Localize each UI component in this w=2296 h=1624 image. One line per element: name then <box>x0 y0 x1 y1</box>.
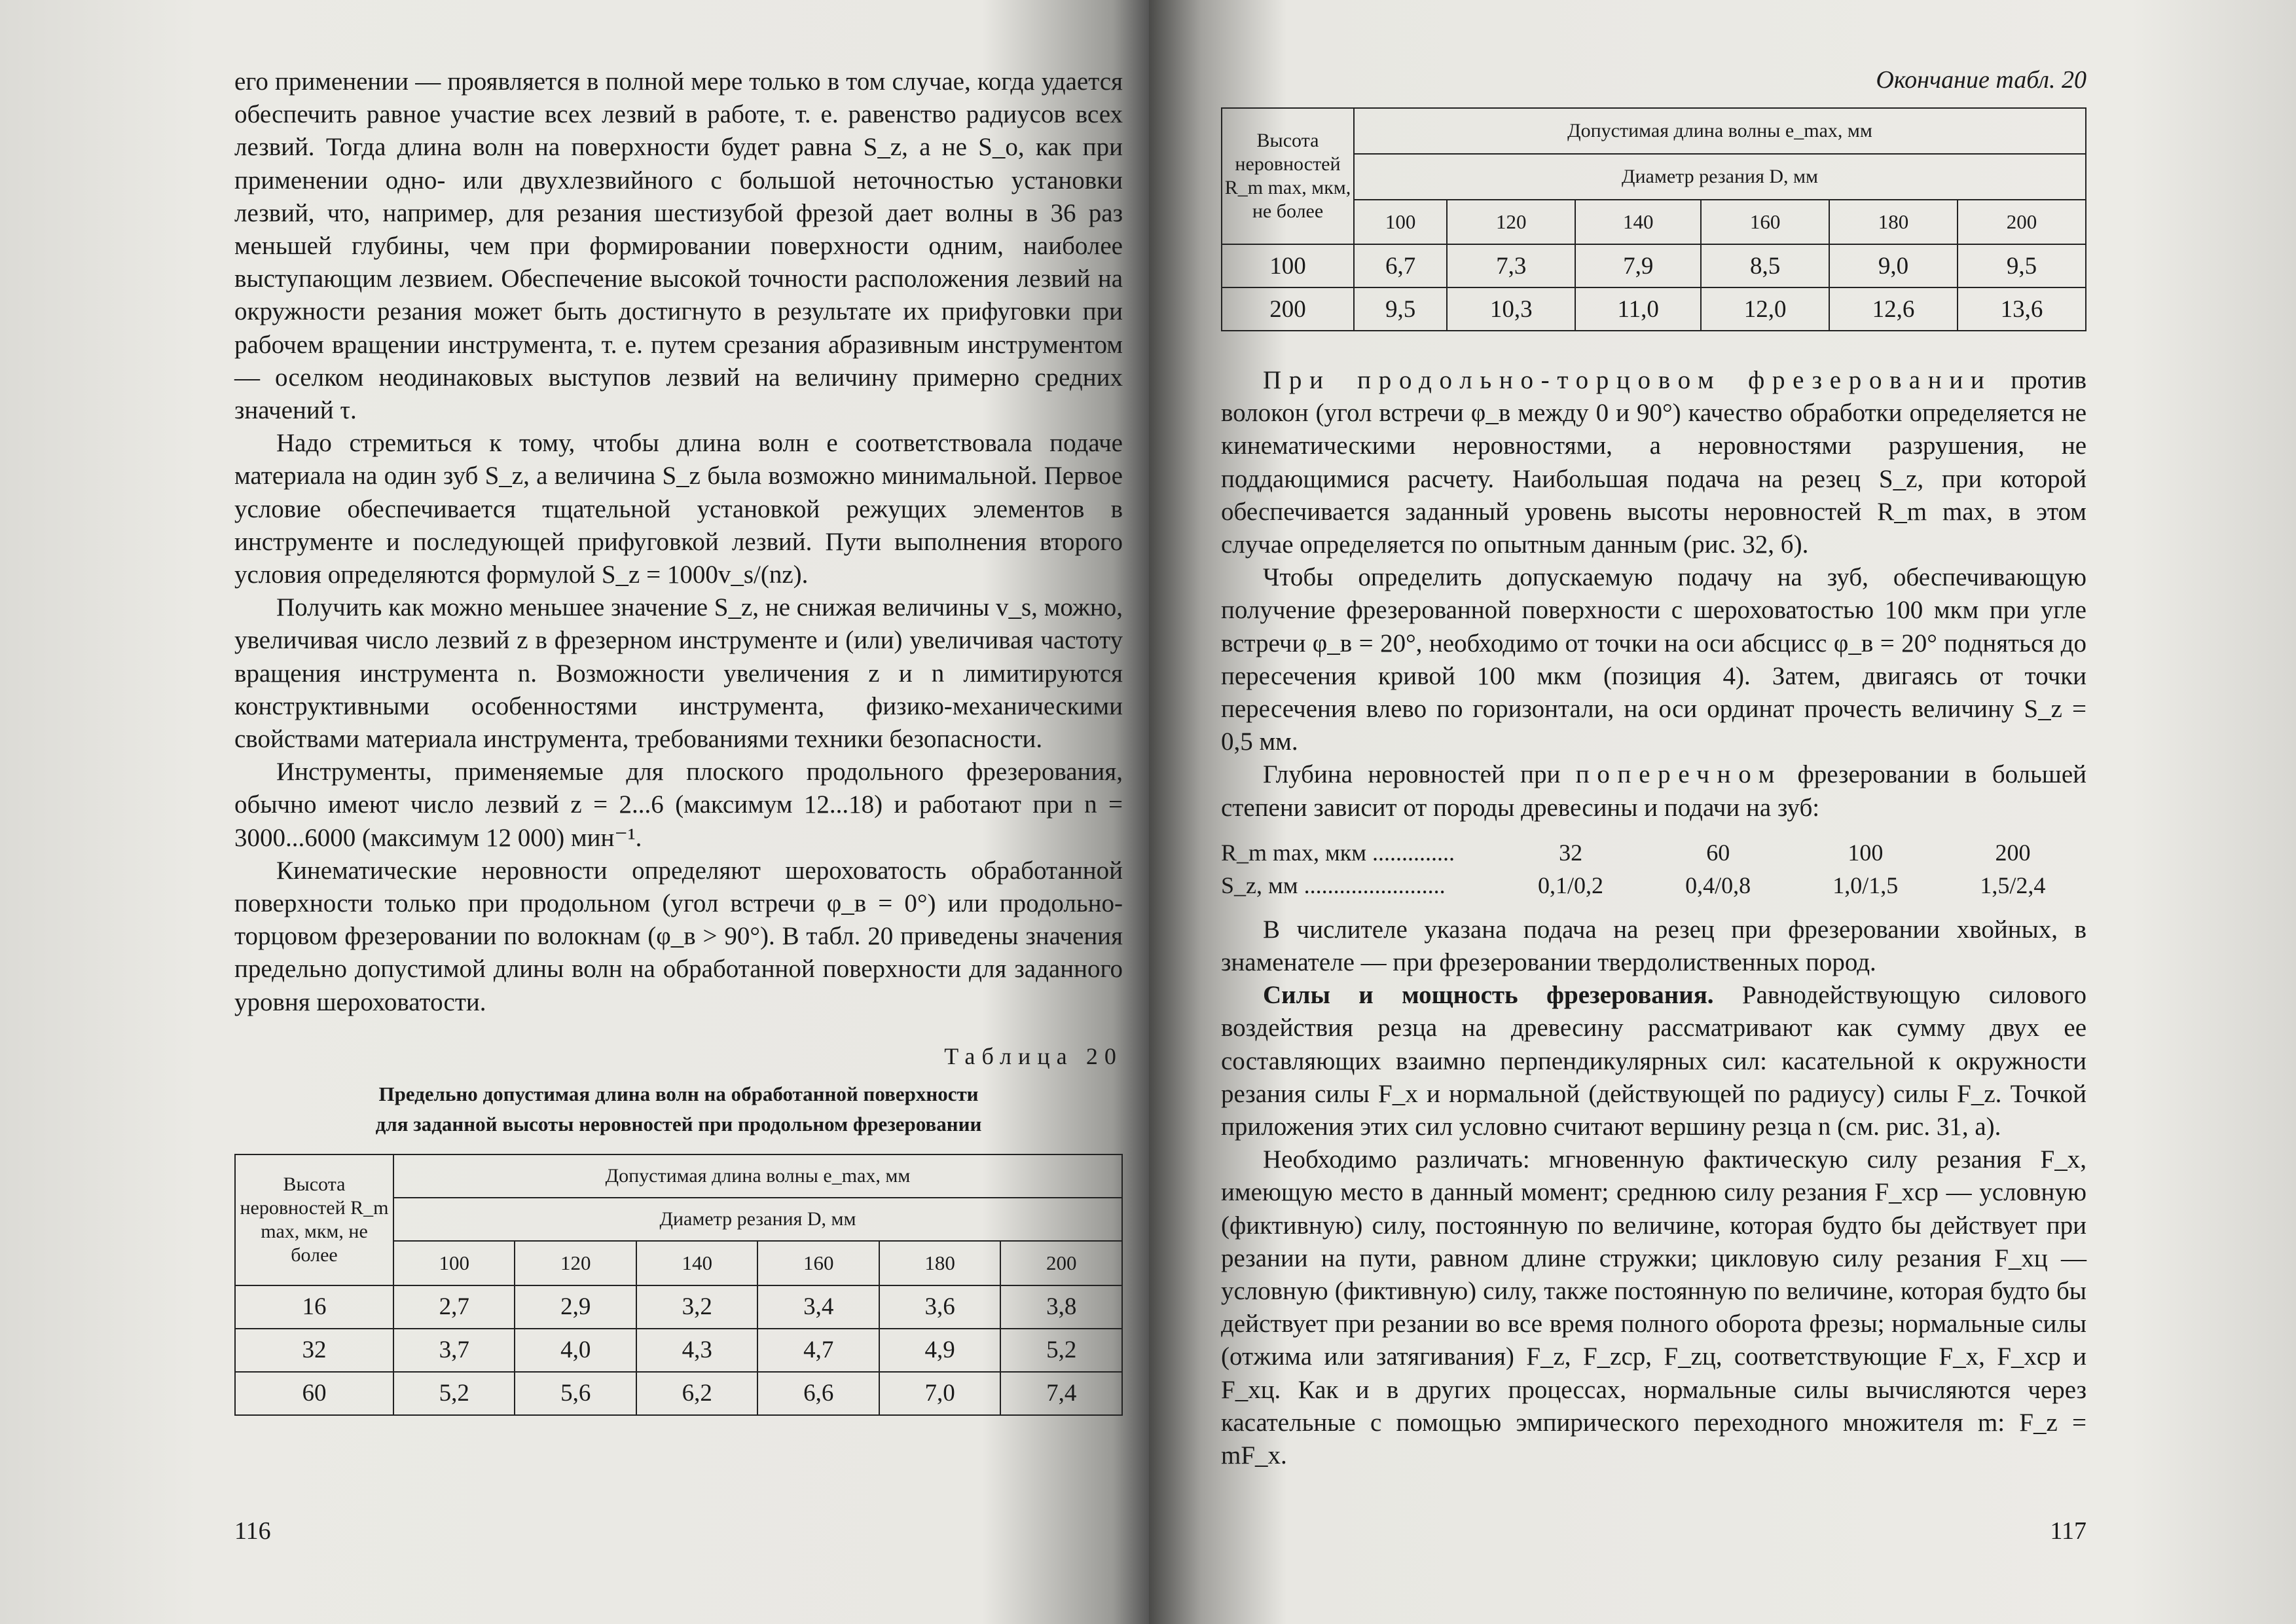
table-row <box>1222 287 2086 331</box>
table-cell: 6,6 <box>757 1372 879 1415</box>
feed-table-label: S_z, мм ........................ <box>1221 872 1446 898</box>
table-row <box>1222 244 2086 287</box>
table-cell: 6,7 <box>1354 244 1447 287</box>
feed-table-row-rmax <box>1221 836 2086 869</box>
table-cell: 3,2 <box>636 1285 757 1329</box>
table-title-line-2: для заданной высоты неровностей при продольном фрезеровании <box>375 1112 982 1135</box>
table-cell: 7,9 <box>1575 244 1701 287</box>
table-cell: 4,9 <box>879 1329 1000 1372</box>
feed-table-value: 100 <box>1848 839 1884 866</box>
table-title-line-1: Предельно допустимая длина волн на обработанной поверхности <box>378 1082 979 1105</box>
left-paragraph-4: Инструменты, применяемые для плоского продольного фрезерования, обычно имеют число лезвий z = 2...6 (максимум 12...18) и работают при n = 3000...6000 (максимум 12 000) мин⁻¹. <box>234 758 1123 852</box>
table-cell: 13,6 <box>1958 287 2086 331</box>
table-cell: 6,2 <box>636 1372 757 1415</box>
feed-table-value: 32 <box>1559 839 1583 866</box>
table-cell: 3,8 <box>1000 1285 1122 1329</box>
feed-table-value: 0,4/0,8 <box>1685 872 1751 898</box>
left-paragraph-5: Кинематические неровности определяют шероховатость обработанной поверхности только при продольном (угол встречи φ_в = 0°) или продольно-торцовом фрезеровании по волокнам (φ_в > 90°). В табл. 20 приведены значения предельно допустимой длины волн на обработанной поверхности для заданного уровня шероховатости. <box>234 856 1123 1016</box>
table-diameter: 200 <box>1000 1241 1122 1285</box>
emphasis-spaced: При продольно-торцовом фрезеровании <box>1263 366 1992 394</box>
right-paragraph-1: При продольно-торцовом фрезеровании против волокон (угол встречи φ_в между 0 и 90°) качество обработки определяется не кинематическими неровностями, а неровностями разрушения, не поддающимися расчету. Наибольшая подача на резец S_z, при которой обеспечивается заданный уровень высоты неровностей R_m max, в этом случае определяется по опытным данным (рис. 32, б). <box>1221 366 2086 559</box>
right-paragraph-2: Чтобы определить допускаемую подачу на зуб, обеспечивающую получение фрезерованной поверхности с шероховатостью 100 мкм при угле встречи φ_в = 20°, необходимо от точки на оси абсцисс φ_в = 20° подняться до пересечения кривой 100 мкм (позиция 4). Затем, двигаясь от точки пересечения влево по горизонтали, на оси ординат прочесть величину S_z = 0,5 мм. <box>1221 563 2086 756</box>
table-cell: 4,0 <box>515 1329 636 1372</box>
table-top-header: Допустимая длина волны e_max, мм <box>1354 108 2086 154</box>
section-heading: Силы и мощность фрезерования. <box>1263 981 1714 1010</box>
emphasis-spaced: поперечном <box>1575 760 1783 789</box>
table-cell: 11,0 <box>1575 287 1701 331</box>
right-paragraph-3: Глубина неровностей при поперечном фрезеровании в большей степени зависит от породы древесины и подачи на зуб: <box>1221 760 2087 822</box>
left-paragraph-2: Надо стремиться к тому, чтобы длина волн e соответствовала подаче материала на один зуб S_z, а величина S_z была возможно минимальной. Первое условие обеспечивается тщательной установкой режущих элементов в инструменте и последующей прифуговкой лезвий. Пути выполнения второго условия определяются формулой S_z = 1000v_s/(nz). <box>234 429 1123 589</box>
table-cell: 5,6 <box>515 1372 636 1415</box>
table-cell: 10,3 <box>1447 287 1575 331</box>
table-cell: 4,7 <box>757 1329 879 1372</box>
left-page-text <box>234 65 1123 1019</box>
table-cell: 8,5 <box>1701 244 1829 287</box>
table-cell: 9,0 <box>1829 244 1958 287</box>
right-page-text-2 <box>1221 913 2086 1472</box>
page-number-left: 116 <box>234 1517 271 1545</box>
table-row <box>235 1372 1122 1415</box>
left-paragraph-3: Получить как можно меньшее значение S_z, не снижая величины v_s, можно, увеличивая число лезвий z в фрезерном инструменте и (или) увеличивая частоту вращения инструмента n. Возможности увеличения z и n лимитируются конструктивными особенностями инструмента, физико-механическими свойствами материала инструмента, требованиями техники безопасности. <box>234 593 1123 754</box>
table-cell: 2,7 <box>393 1285 515 1329</box>
page-number-right: 117 <box>2050 1517 2086 1545</box>
feed-table-value: 200 <box>1995 839 2031 866</box>
table-diameter: 180 <box>1829 200 1958 244</box>
table-cell: 5,2 <box>393 1372 515 1415</box>
right-page <box>1149 0 2296 1624</box>
table-title <box>234 1079 1123 1139</box>
table-cell: 2,9 <box>515 1285 636 1329</box>
table-continuation-label: Окончание табл. 20 <box>1876 66 2086 94</box>
feed-table-value: 1,5/2,4 <box>1980 872 2046 898</box>
table-height-header: Высота неровностей R_m max, мкм, не более <box>235 1154 393 1285</box>
table-cell-height: 100 <box>1222 244 1354 287</box>
right-paragraph-5: Силы и мощность фрезерования. Равнодействующую силового воздействия резца на древесину рассматривают как сумму двух ее составляющих взаимно перпендикулярных сил: касательной к окружности резания силы F_x и нормальной (действующей по радиусу) силы F_z. Точкой приложения этих сил условно считают вершину резца n (см. рис. 31, а). <box>1221 981 2087 1141</box>
table-row <box>235 1285 1122 1329</box>
table-diameter: 180 <box>879 1241 1000 1285</box>
table-sub-header: Диаметр резания D, мм <box>393 1198 1122 1241</box>
right-paragraph-6: Необходимо различать: мгновенную фактическую силу резания F_x, имеющую место в данный момент; среднюю силу резания F_xср — условную (фиктивную) силу, постоянную по величине, которая будто бы действует при резании на пути, равном длине стружки; цикловую силу резания F_xц — условную (фиктивную) силу, также постоянную по величине, которая будто бы действует при резании во все время полного оборота фрезы; нормальные силы (отжима или затягивания) F_z, F_zср, F_zц, соответствующие F_x, F_xср и F_xц. Как и в других процессах, нормальные силы вычисляются через касательные с помощью эмпирического переходного множителя m: F_z = mF_x. <box>1221 1145 2086 1470</box>
table-cell-height: 200 <box>1222 287 1354 331</box>
table-cell: 3,4 <box>757 1285 879 1329</box>
table-height-header: Высота неровностей R_m max, мкм, не более <box>1222 108 1354 244</box>
table-cell: 9,5 <box>1354 287 1447 331</box>
feed-table-value: 60 <box>1706 839 1730 866</box>
table-diameter: 120 <box>515 1241 636 1285</box>
right-paragraph-4: В числителе указана подача на резец при фрезеровании хвойных, в знаменателе — при фрезеровании твердолиственных пород. <box>1221 915 2086 977</box>
table-cell: 4,3 <box>636 1329 757 1372</box>
table-sub-header: Диаметр резания D, мм <box>1354 154 2086 200</box>
table-top-header: Допустимая длина волны e_max, мм <box>393 1154 1122 1198</box>
table-20 <box>234 1154 1123 1416</box>
table-diameter: 100 <box>1354 200 1447 244</box>
right-page-text <box>1221 364 2086 824</box>
table-cell: 12,6 <box>1829 287 1958 331</box>
left-paragraph-1: его применении — проявляется в полной мере только в том случае, когда удается обеспечить равное участие всех лезвий в работе, т. е. равенство радиусов всех лезвий. Тогда длина волн на поверхности будет равна S_z, а не S_o, как при применении одно- или двухлезвийного с большой неточностью установки лезвий, что, например, для резания шестизубой фрезой дает волны в 36 раз меньшей глубины, чем при формировании поверхности одним, наиболее выступающим лезвием. Обеспечение высокой точности расположения лезвий на окружности резания может быть достигнуто в результате их прифуговки при рабочем вращении инструмента, т. е. путем срезания абразивным инструментом — оселком неодинаковых выступов лезвий на величину примерно средних значений τ. <box>234 67 1123 425</box>
table-cell: 5,2 <box>1000 1329 1122 1372</box>
table-cell-height: 32 <box>235 1329 393 1372</box>
table-diameter: 160 <box>1701 200 1829 244</box>
table-diameter: 120 <box>1447 200 1575 244</box>
table-cell: 9,5 <box>1958 244 2086 287</box>
table-row <box>235 1329 1122 1372</box>
table-cell-height: 16 <box>235 1285 393 1329</box>
feed-table-row-sz <box>1221 869 2086 902</box>
table-cell: 7,0 <box>879 1372 1000 1415</box>
table-cell: 3,7 <box>393 1329 515 1372</box>
table-cell-height: 60 <box>235 1372 393 1415</box>
table-diameter: 100 <box>393 1241 515 1285</box>
table-diameter: 140 <box>1575 200 1701 244</box>
feed-table <box>1221 836 2086 902</box>
table-diameter: 140 <box>636 1241 757 1285</box>
feed-table-value: 0,1/0,2 <box>1538 872 1604 898</box>
feed-table-label: R_m max, мкм .............. <box>1221 839 1455 866</box>
table-20-continued <box>1221 107 2086 331</box>
table-cell: 3,6 <box>879 1285 1000 1329</box>
table-label: Таблица 20 <box>944 1043 1123 1069</box>
table-diameter: 200 <box>1958 200 2086 244</box>
table-cell: 7,3 <box>1447 244 1575 287</box>
feed-table-value: 1,0/1,5 <box>1832 872 1899 898</box>
table-cell: 7,4 <box>1000 1372 1122 1415</box>
table-diameter: 160 <box>757 1241 879 1285</box>
table-cell: 12,0 <box>1701 287 1829 331</box>
